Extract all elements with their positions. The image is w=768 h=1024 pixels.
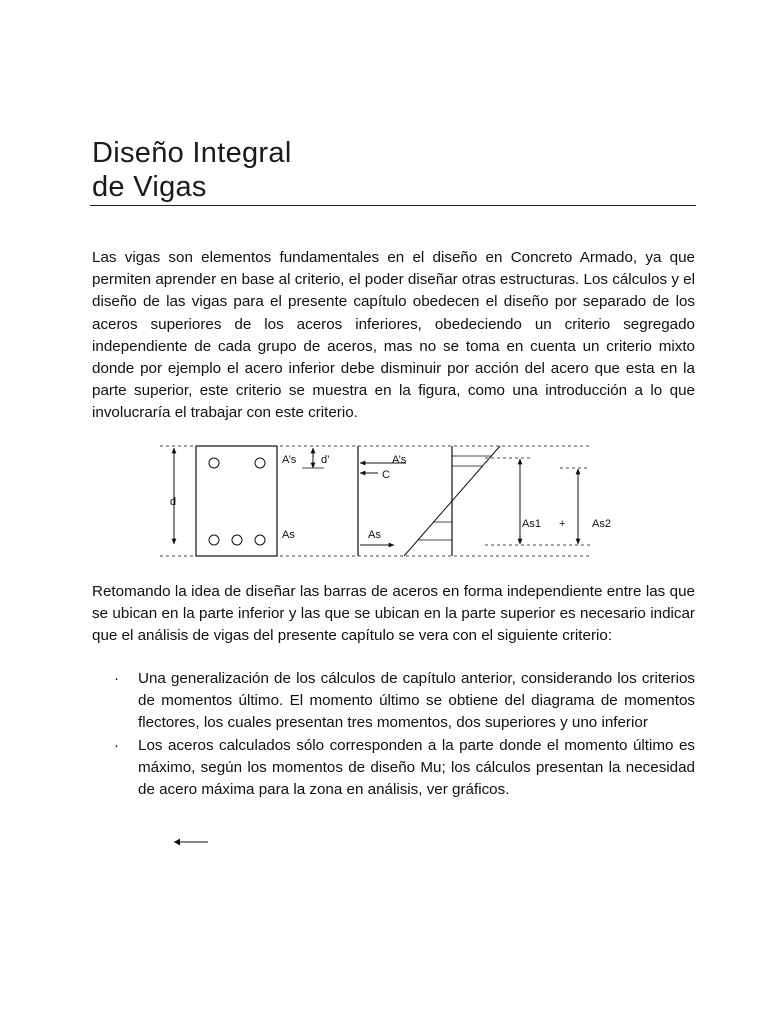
title-underline (90, 205, 696, 206)
title-line-1: Diseño Integral (92, 137, 292, 169)
page-title (92, 136, 696, 204)
list-item (92, 735, 695, 802)
beam-section-diagram (150, 438, 620, 563)
label-d-prime: d’ (321, 454, 330, 466)
margin-arrow-mark (170, 836, 210, 848)
label-As-prime-force: A’s (392, 454, 407, 466)
label-C: C (382, 469, 390, 481)
bottom-bar (209, 535, 219, 545)
bottom-bar (232, 535, 242, 545)
criteria-paragraph: Retomando la idea de diseñar las barras de aceros en forma independiente entre las que se ubican en la parte inferior y las que se ubican en la parte superior es necesario indicar que el análisis de vigas del presente capítulo se vera con el siguiente criterio: (92, 583, 695, 645)
bullet-marker: · (114, 670, 120, 687)
top-bar (209, 458, 219, 468)
top-bar (255, 458, 265, 468)
bullet-marker: · (114, 736, 120, 754)
list-item-text: Los aceros calculados sólo corresponden a la parte donde el momento último es máximo, según los momentos de diseño Mu; los cálculos presentan la necesidad de acero máxima para la zona en análisis, ver gráficos. (138, 736, 695, 799)
list-item (92, 668, 695, 735)
label-d: d (170, 496, 177, 508)
label-As-force: As (368, 529, 381, 541)
label-plus: + (559, 518, 566, 530)
label-As2: As2 (592, 518, 611, 530)
bottom-bar (255, 535, 265, 545)
criteria-list (92, 668, 695, 801)
list-item-text: Una generalización de los cálculos de capítulo anterior, considerando los criterios de momentos último. El momento último se obtiene del diagrama de momentos flectores, los cuales presentan tres momentos, dos superiores y uno inferior (138, 670, 695, 732)
label-As-section: As (282, 529, 295, 541)
label-As-prime-section: A’s (282, 454, 297, 466)
label-As1: As1 (522, 518, 541, 530)
intro-paragraph: Las vigas son elementos fundamentales en el diseño en Concreto Armado, ya que permiten aprender en base al criterio, el poder diseñar otras estructuras. Los cálculos y el diseño de las vigas para el presente capítulo obedecen el diseño por separado de los aceros superiores de los aceros inferiores, obedeciendo un criterio segregado independiente de cada grupo de aceros, mas no se toma en cuenta un criterio mixto donde por ejemplo el acero inferior debe disminuir por acción del acero que esta en la parte superior, este criterio se muestra en la figura, como una introducción a lo que involucraría el trabajar con este criterio. (92, 249, 695, 422)
title-line-2: de Vigas (92, 171, 207, 203)
